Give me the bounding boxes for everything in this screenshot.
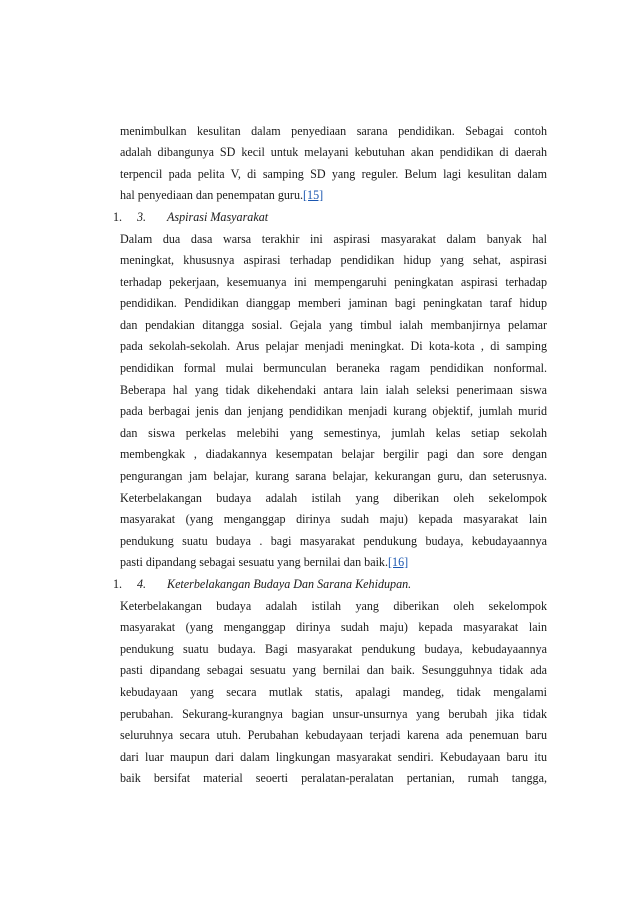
paragraph-line: masyarakat (yang menganggap dirinya sudah maju) kepada masyarakat lain xyxy=(120,620,547,634)
paragraph-line: pasti dipandang sebagai sesuatu yang bernilai dan baik. Sesungguhnya tidak ada xyxy=(120,663,547,677)
list-bullet-number: 1. xyxy=(113,577,123,591)
list-bullet-number: 1. xyxy=(113,210,123,224)
paragraph-line: dan siswa perkelas melebihi yang semestinya, jumlah kelas setiap sekolah xyxy=(120,426,547,440)
paragraph-line: Keterbelakangan budaya adalah istilah yang diberikan oleh sekelompok xyxy=(120,491,547,505)
paragraph-line: meningkat, khususnya aspirasi terhadap pendidikan hidup yang sehat, aspirasi xyxy=(120,253,547,267)
paragraph-line: adalah dibangunya SD kecil untuk melayani kebutuhan akan pendidikan di daerah xyxy=(120,145,547,159)
section-number: 3. xyxy=(137,210,147,224)
section-heading: Keterbelakangan Budaya Dan Sarana Kehidupan. xyxy=(167,577,412,591)
paragraph-line: baik bersifat material seoerti peralatan-peralatan pertanian, rumah tangga, xyxy=(120,771,547,785)
paragraph-line-last xyxy=(120,555,547,570)
paragraph-text: hal penyediaan dan penempatan guru. xyxy=(120,188,304,202)
paragraph-line: dari luar maupun dari dalam lingkungan masyarakat sendiri. Kebudayaan baru itu xyxy=(120,750,547,764)
section-number: 4. xyxy=(137,577,147,591)
paragraph-line: menimbulkan kesulitan dalam penyediaan sarana pendidikan. Sebagai contoh xyxy=(120,124,547,138)
citation-link[interactable]: [15] xyxy=(303,188,324,202)
paragraph-line: pendidikan formal mulai bermunculan beraneka ragam pendidikan nonformal. xyxy=(120,361,547,375)
paragraph-text: pasti dipandang sebagai sesuatu yang bernilai dan baik. xyxy=(120,555,388,569)
section-heading: Aspirasi Masyarakat xyxy=(167,210,269,224)
paragraph-line: terhadap pekerjaan, kesemuanya ini mempengaruhi peningkatan aspirasi terhadap xyxy=(120,275,547,289)
paragraph-line: Dalam dua dasa warsa terakhir ini aspirasi masyarakat dalam banyak hal xyxy=(120,232,547,246)
paragraph-line: pada berbagai jenis dan jenjang pendidikan menjadi kurang objektif, jumlah murid xyxy=(120,404,547,418)
paragraph-line: pendukung suatu budaya . bagi masyarakat pendukung budaya, kebudayaannya xyxy=(120,534,547,548)
paragraph-line: Beberapa hal yang tidak dikehendaki antara lain ialah seleksi penerimaan siswa xyxy=(120,383,547,397)
paragraph-line: kebudayaan yang secara mutlak statis, apalagi mandeg, tidak mengalami xyxy=(120,685,547,699)
paragraph-line-last xyxy=(120,188,547,203)
paragraph-line: perubahan. Sekurang-kurangnya bagian unsur-unsurnya yang berubah jika tidak xyxy=(120,707,547,721)
paragraph-line: seluruhnya secara utuh. Perubahan kebudayaan terjadi karena ada penemuan baru xyxy=(120,728,547,742)
paragraph-line: pendukung suatu budaya. Bagi masyarakat pendukung budaya, kebudayaannya xyxy=(120,642,547,656)
paragraph-line: pendidikan. Pendidikan dianggap memberi jaminan bagi peningkatan taraf hidup xyxy=(120,296,547,310)
paragraph-line: Keterbelakangan budaya adalah istilah yang diberikan oleh sekelompok xyxy=(120,599,547,613)
paragraph-line: masyarakat (yang menganggap dirinya sudah maju) kepada masyarakat lain xyxy=(120,512,547,526)
paragraph-line: pengurangan jam belajar, kurang sarana belajar, kekurangan guru, dan seterusnya. xyxy=(120,469,547,483)
paragraph-line: terpencil pada pelita V, di samping SD yang reguler. Belum lagi kesulitan dalam xyxy=(120,167,547,181)
paragraph-line: membengkak , diadakannya kesempatan belajar bergilir pagi dan sore dengan xyxy=(120,447,547,461)
citation-link[interactable]: [16] xyxy=(388,555,409,569)
paragraph-line: pada sekolah-sekolah. Arus pelajar menjadi meningkat. Di kota-kota , di samping xyxy=(120,339,547,353)
paragraph-line: dan pendakian ditangga sosial. Gejala yang timbul ialah membanjirnya pelamar xyxy=(120,318,547,332)
